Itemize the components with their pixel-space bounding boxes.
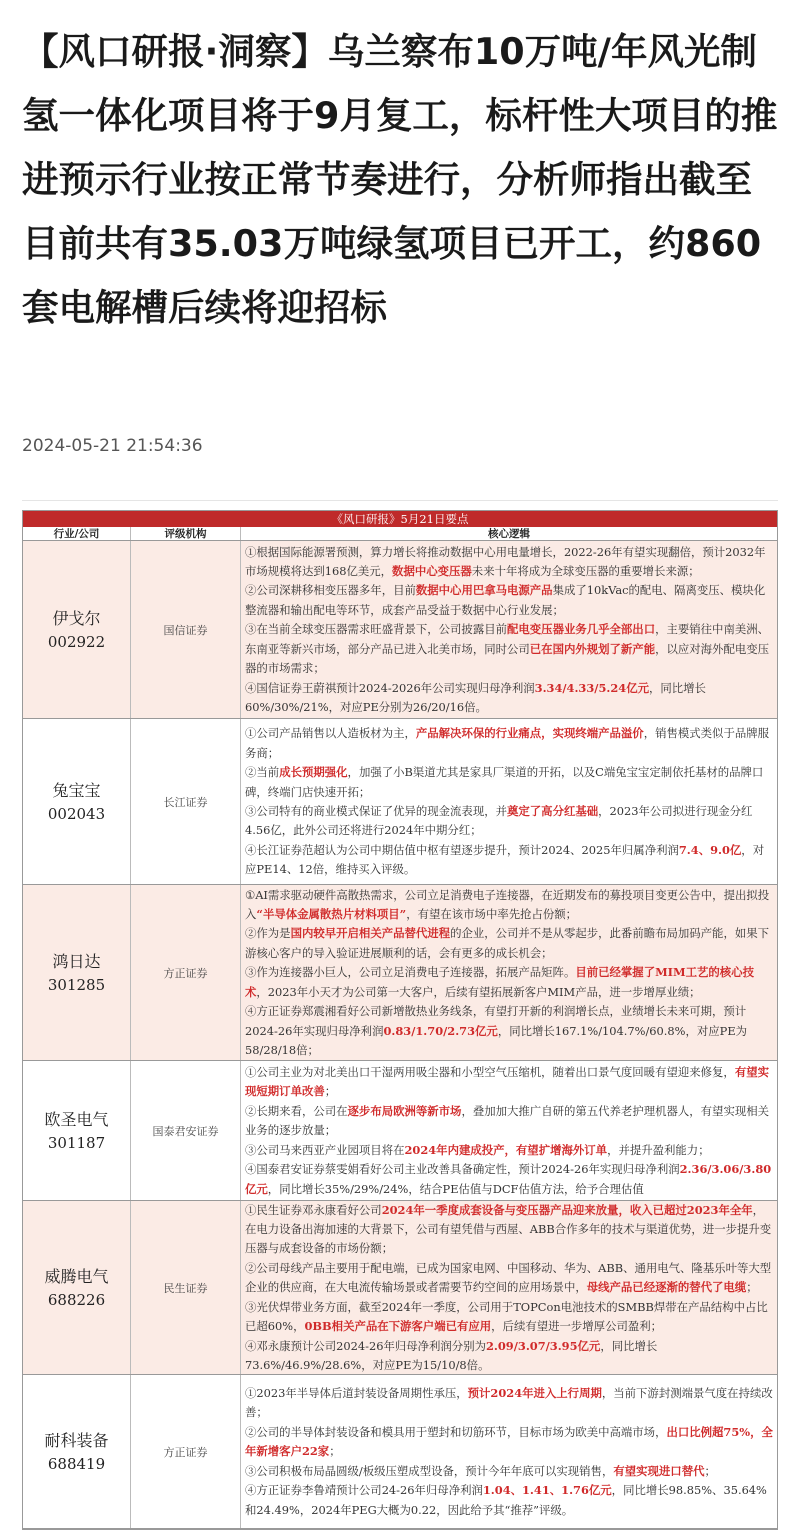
divider [22, 500, 778, 501]
rating-agency: 长江证券 [163, 795, 208, 809]
logic-text: ，有望在该市场中率先抢占份额； [406, 907, 578, 922]
logic-text: ，同比增长167.1%/104.7%/60.8%，对应PE为58/28/18倍； [245, 1023, 748, 1057]
logic-point [245, 1002, 773, 1060]
logic-text: ③在当前全球变压器需求旺盛背景下，公司披露目前 [245, 622, 507, 637]
logic-text: ； [324, 1084, 337, 1099]
logic-text: ，对应PE14、12倍，维持买入评级。 [245, 842, 765, 877]
highlight-text: 母线产品已经逐渐的替代了电缆 [586, 1280, 747, 1295]
header-company: 行业/公司 [23, 527, 131, 540]
company-cell [23, 1061, 131, 1200]
agency-cell [131, 719, 241, 884]
logic-text: ； [746, 1280, 758, 1295]
highlight-text: 0.83/1.70/2.73亿元 [383, 1023, 498, 1038]
highlight-text: 2024年内建成投产，有望扩增海外订单 [404, 1142, 608, 1157]
logic-text: ①2023年半导体后道封装设备周期性承压， [245, 1386, 468, 1401]
logic-text: ①民生证券邓永康看好公司 [245, 1202, 382, 1217]
table-header [23, 527, 777, 541]
logic-point [245, 1384, 773, 1423]
company-name: 欧圣电气 [44, 1109, 109, 1129]
highlight-text: 2024年一季度成套设备与变压器产品迎来放量，收入已超过2023年全年 [381, 1202, 753, 1217]
logic-text: ，后续有望进一步增厚公司盈利； [491, 1319, 663, 1334]
logic-text: ②公司深耕移相变压器多年，目前 [245, 583, 416, 598]
highlight-text: 预计2024年进入上行周期 [467, 1386, 602, 1401]
stock-code: 688419 [47, 1454, 106, 1473]
logic-text: ②作为是 [245, 926, 291, 941]
logic-text: ，销售模式类似于品牌服务商； [245, 726, 770, 760]
stock-code: 688226 [47, 1290, 106, 1309]
logic-point [245, 620, 773, 678]
highlight-text: 有望实现进口替代 [613, 1463, 705, 1478]
logic-text: ，同比增长73.6%/46.9%/28.6%，对应PE为15/10/8倍。 [245, 1338, 658, 1372]
logic-text: ①根据国际能源署预测，算力增长将推动数据中心用电量增长，2022-26年有望实现翻倍，预计2032年市场规模将达到168亿美元， [245, 544, 766, 579]
highlight-text: 成长预期强化 [279, 765, 348, 780]
highlight-text: 奠定了高分红基础 [507, 804, 599, 818]
logic-cell [241, 1201, 777, 1374]
logic-text: ④方正证券李鲁靖预计公司24-26年归母净利润 [245, 1483, 483, 1498]
logic-text: ③公司特有的商业模式保证了优异的现金流表现，并 [245, 804, 507, 818]
logic-text: ①公司主业为对北美出口干湿两用吸尘器和小型空气压缩机，随着出口景气度回暖有望迎来修复， [245, 1065, 735, 1080]
logic-point [245, 679, 773, 718]
logic-text: ，同比增长35%/29%/24%，结合PE估值与DCF估值方法，给予合理估值 [267, 1181, 644, 1196]
company-name: 兔宝宝 [52, 780, 101, 800]
logic-text: ，主要销往中南美洲、东南亚等新兴市场，部分产品已进入北美市场，同时公司 [245, 622, 770, 656]
table-row [23, 719, 777, 885]
agency-cell [131, 885, 241, 1060]
article-title: 【风口研报·洞察】乌兰察布10万吨/年风光制氢一体化项目将于9月复工，标杆性大项目的推进预示行业按正常节奏进行，分析师指出截至目前共有35.03万吨绿氢项目已开工，约860套电解槽后续将迎招标 [22, 30, 778, 329]
logic-text: ③光伏焊带业务方面，截至2024年一季度，公司用于TOPCon电池技术的SMBB焊带在产品结构中占比已超60%， [245, 1299, 768, 1334]
logic-text: ④国信证券王蔚祺预计2024-2026年公司实现归母净利润 [245, 680, 535, 695]
logic-point [245, 1423, 773, 1462]
logic-text: ； [704, 1463, 716, 1478]
company-cell [23, 1375, 131, 1528]
highlight-text: 出口比例超75%，全年新增客户22家 [245, 1424, 773, 1459]
logic-text: ④长江证券范超认为公司中期估值中枢有望逐步提升，预计2024、2025年归属净利润 [245, 842, 679, 857]
logic-point [245, 841, 773, 880]
highlight-text: 目前已经掌握了MIM工艺的核心技术 [245, 965, 754, 999]
publish-date: 2024-05-21 21:54:36 [22, 436, 203, 456]
logic-point [245, 1481, 773, 1520]
company-cell [23, 541, 131, 718]
logic-text: ③作为连接器小巨人，公司立足消费电子连接器，拓展产品矩阵。 [245, 965, 576, 980]
logic-text: ，同比增长98.85%、35.64%和24.49%，2024年PEG大概为0.22，因此给予其“推荐”评级。 [245, 1483, 767, 1517]
highlight-text: 已在国内外规划了新产能 [529, 641, 656, 656]
header-logic: 核心逻辑 [488, 528, 530, 540]
agency-cell [131, 541, 241, 718]
logic-text: ，以应对海外配电变压器的市场需求； [245, 641, 770, 676]
logic-point [245, 1141, 773, 1160]
company-name: 耐科装备 [44, 1430, 109, 1450]
logic-text: ，2023年小天才为公司第一大客户，后续有望拓展新客户MIM产品，进一步增厚业绩； [256, 984, 701, 999]
logic-text: ，同比增长60%/30%/21%，对应PE分别为26/20/16倍。 [245, 680, 706, 714]
logic-text: 未来十年将成为全球变压器的重要增长来源； [471, 564, 700, 579]
logic-point [245, 1337, 773, 1375]
logic-text: ，在电力设备出海加速的大背景下，公司有望凭借与西屋、ABB合作多年的技术与渠道优势，进一步提升变压器与成套设备的市场份额； [245, 1202, 772, 1256]
logic-point [245, 581, 773, 620]
table-row [23, 1375, 777, 1529]
logic-point [245, 886, 773, 925]
logic-cell [241, 541, 777, 718]
logic-point [245, 1063, 773, 1102]
highlight-text: 有望实现短期订单改善 [245, 1065, 769, 1099]
table-row [23, 1061, 777, 1201]
logic-point [245, 1462, 773, 1481]
company-cell [23, 719, 131, 884]
logic-text: 集成了10kVac的配电、隔离变压、模块化整流器和输出配电等环节，成套产品受益于数据中心行业发展； [245, 583, 766, 617]
logic-cell [241, 1375, 777, 1528]
highlight-text: 数据中心变压器 [392, 564, 472, 579]
highlight-text: “半导体金属散热片材料项目” [256, 907, 407, 922]
company-name: 伊戈尔 [52, 608, 101, 628]
logic-text: 的企业，公司并不是从零起步，此番前瞻布局加码产能，如果下游核心客户的导入验证进展顺利的话，会有更多的成长机会； [245, 926, 770, 960]
highlight-text: 3.34/4.33/5.24亿元 [534, 680, 649, 695]
logic-text: ③公司马来西亚产业园项目将在 [245, 1142, 405, 1157]
stock-code: 002922 [47, 632, 106, 651]
logic-text: ； [329, 1444, 341, 1459]
research-table [22, 510, 778, 1530]
stock-code: 301285 [47, 975, 106, 994]
logic-text: ①公司产品销售以人造板材为主， [245, 726, 416, 741]
logic-cell [241, 1061, 777, 1200]
table-caption: 《风口研报》5月21日要点 [23, 511, 777, 527]
logic-text: ④国泰君安证券蔡雯娟看好公司主业改善具备确定性，预计2024-26年实现归母净利润 [245, 1162, 680, 1177]
logic-text: ，加强了小B渠道尤其是家具厂渠道的开拓，以及C端兔宝宝定制依托基材的品牌口碑，终端门店快速开拓； [245, 765, 764, 799]
logic-text: ①AI需求驱动硬件高散热需求，公司立足消费电子连接器，在近期发布的募投项目变更公告中，提出拟投入 [245, 887, 770, 922]
highlight-text: 0BB相关产品在下游客户端已有应用 [304, 1319, 492, 1334]
logic-text: ，2023年公司拟进行现金分红4.56亿，此外公司还将进行2024年中期分红； [245, 804, 753, 838]
highlight-text: 7.4、9.0亿 [678, 842, 742, 857]
rating-agency: 方正证券 [163, 966, 208, 980]
logic-text: ②当前 [245, 765, 280, 780]
highlight-text: 配电变压器业务几乎全部出口 [507, 622, 656, 637]
rating-agency: 民生证券 [163, 1281, 208, 1295]
company-cell [23, 885, 131, 1060]
logic-text: ④方正证券郑震湘看好公司新增散热业务线条，有望打开新的利润增长点，业绩增长未来可期，预计2024-26年实现归母净利润 [245, 1004, 747, 1038]
logic-text: ，并提升盈利能力； [607, 1142, 710, 1157]
logic-point [245, 963, 773, 1002]
logic-text: ②长期来看，公司在 [245, 1103, 348, 1118]
company-name: 威腾电气 [44, 1266, 109, 1286]
header-agency: 评级机构 [131, 527, 241, 540]
logic-point [245, 1298, 773, 1337]
company-name: 鸿日达 [52, 951, 101, 971]
table-row [23, 541, 777, 719]
logic-point [245, 724, 773, 763]
highlight-text: 2.36/3.06/3.80亿元 [245, 1162, 772, 1196]
logic-text: ④邓永康预计公司2024-26年归母净利润分别为 [245, 1338, 486, 1353]
stock-code: 002043 [47, 804, 106, 823]
logic-text: ，当前下游封测端景气度在持续改善； [245, 1386, 773, 1420]
rating-agency: 方正证券 [163, 1445, 208, 1459]
table-row [23, 1201, 777, 1375]
logic-cell [241, 885, 777, 1060]
highlight-text: 1.04、1.41、1.76亿元 [482, 1483, 612, 1498]
highlight-text: 数据中心用巴拿马电源产品 [415, 583, 553, 598]
agency-cell [131, 1201, 241, 1374]
logic-point [245, 802, 773, 841]
logic-text: ②公司的半导体封装设备和模具用于塑封和切筋环节，目标市场为欧美中高端市场， [245, 1424, 667, 1439]
logic-point [245, 763, 773, 802]
highlight-text: 2.09/3.07/3.95亿元 [485, 1338, 601, 1353]
logic-point [245, 1201, 773, 1259]
logic-point [245, 1102, 773, 1141]
logic-point [245, 1259, 773, 1298]
logic-cell [241, 719, 777, 884]
stock-code: 301187 [47, 1133, 106, 1152]
logic-text: ，叠加加大推广自研的第五代养老护理机器人，有望实现相关业务的逐步放量； [245, 1103, 770, 1138]
logic-point [245, 924, 773, 963]
table-row [23, 885, 777, 1061]
rating-agency: 国泰君安证券 [152, 1124, 219, 1138]
logic-point [245, 1160, 773, 1199]
company-cell [23, 1201, 131, 1374]
logic-text: ③公司积极布局晶圆级/板级压塑成型设备，预计今年年底可以实现销售， [245, 1463, 614, 1478]
rating-agency: 国信证券 [163, 623, 208, 637]
highlight-text: 逐步布局欧洲等新市场 [347, 1103, 462, 1118]
agency-cell [131, 1061, 241, 1200]
highlight-text: 国内较早开启相关产品替代进程 [290, 926, 451, 941]
logic-point [245, 543, 773, 582]
logic-text: ②公司母线产品主要用于配电端，已成为国家电网、中国移动、华为、ABB、通用电气、隆基乐叶等大型企业的供应商，在大电流传输场景或者需要节约空间的应用场景中， [245, 1260, 772, 1295]
agency-cell [131, 1375, 241, 1528]
highlight-text: 产品解决环保的行业痛点，实现终端产品溢价 [415, 726, 644, 741]
